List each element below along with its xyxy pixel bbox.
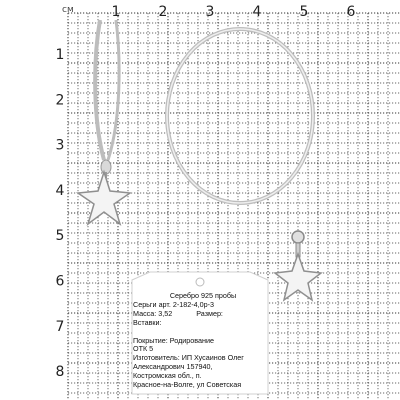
ruler-left-number: 7	[55, 318, 65, 335]
tag-maker-4: Красное-на-Волге, ул Советская	[133, 380, 242, 390]
ruler-top-number: 4	[252, 4, 262, 20]
ruler-top-number: 2	[158, 4, 168, 20]
tag-mass: Масса: 3,52	[133, 308, 173, 318]
tag-maker-2: Александрович 157940,	[133, 362, 213, 372]
ruler-top-number: 3	[205, 4, 215, 20]
ruler-unit-label: см	[62, 5, 74, 15]
ruler-top-numbers	[112, 4, 356, 20]
hoop-earring-left	[95, 20, 119, 178]
ruler-left-number: 8	[55, 364, 65, 381]
tag-coating: Покрытие: Родирование	[133, 335, 215, 345]
ruler-left-number: 3	[55, 137, 65, 154]
tag-maker-1: Изготовитель: ИП Хусаинов Олег	[133, 353, 244, 363]
ruler-left-number: 2	[55, 92, 65, 109]
hoop-earring-right	[167, 29, 313, 203]
ruler-top-number: 6	[346, 4, 356, 20]
tag-article: Серьги арт. 2-182-4,0р-3	[133, 299, 215, 309]
tag-otk: ОТК 5	[133, 344, 154, 354]
tag-maker-3: Костромская обл., п.	[133, 371, 202, 381]
ruler-left-number: 4	[55, 182, 65, 199]
ruler-left-numbers	[56, 47, 65, 400]
tag-probe: Серебро 925 пробы	[169, 291, 237, 300]
tag-inserts: Вставки:	[133, 317, 162, 327]
price-tag-text	[133, 292, 273, 390]
ruler-left-number: 1	[55, 47, 65, 63]
ruler-top-number: 5	[299, 4, 309, 20]
tag-size: Размер:	[196, 308, 223, 318]
ruler-left-number: 6	[55, 273, 65, 290]
star-charm-left	[78, 172, 130, 224]
star-pendant-right	[275, 231, 321, 300]
ruler-left-number: 5	[55, 228, 65, 245]
ruler-top-number: 1	[111, 4, 121, 20]
